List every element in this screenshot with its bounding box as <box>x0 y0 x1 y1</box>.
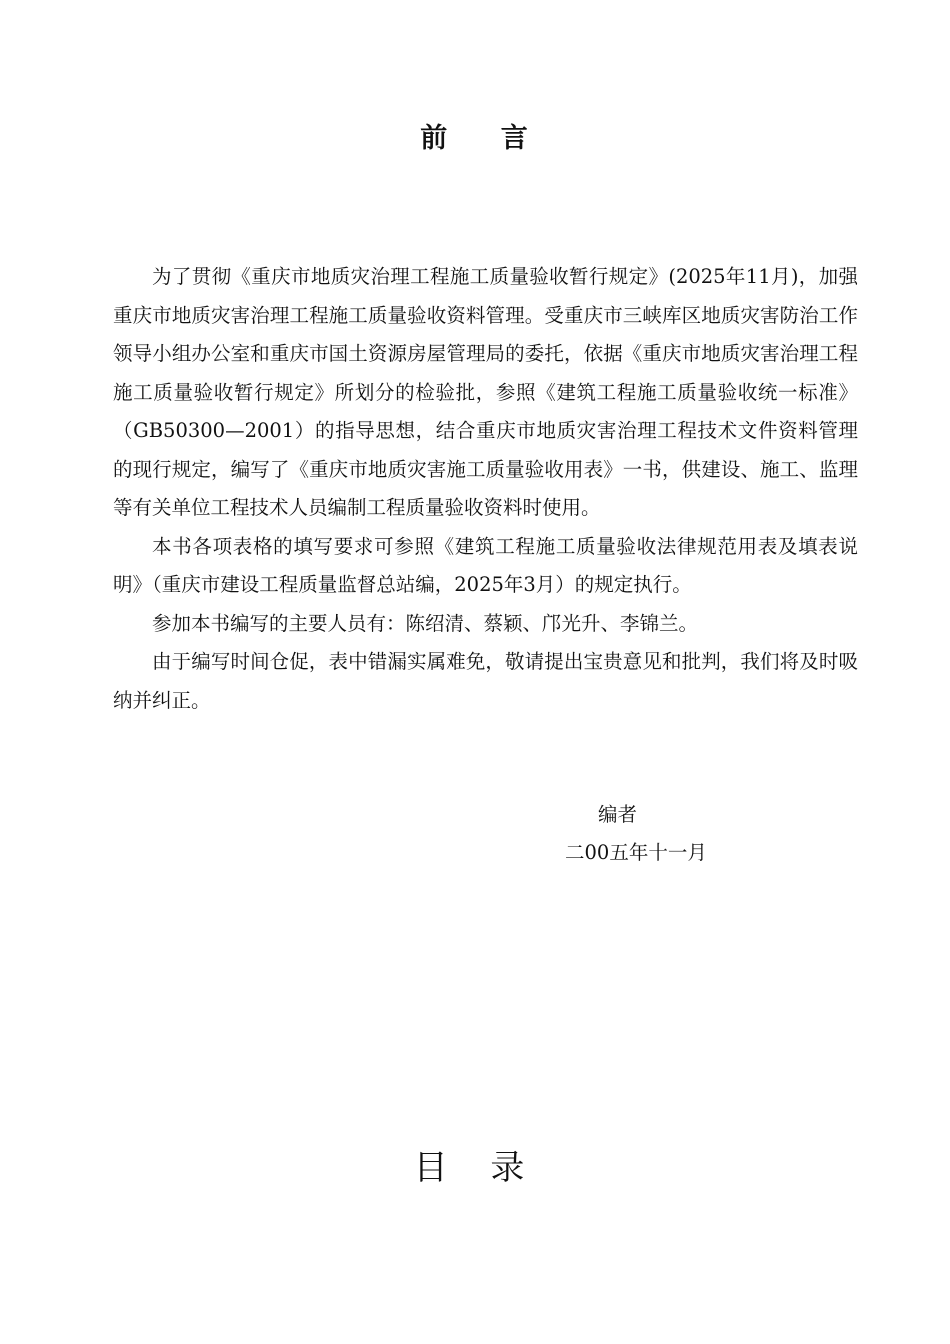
preface-title: 前 言 <box>420 123 550 154</box>
preface-paragraph-2: 本书各项表格的填写要求可参照《建筑工程施工质量验收法律规范用表及填表说明》（重庆市建设工程质量监督总站编，2025年3月）的规定执行。 <box>113 534 858 596</box>
preface-signature: 编者 <box>598 803 638 826</box>
preface-paragraph-3: 参加本书编写的主要人员有：陈绍清、蔡颖、邝光升、李锦兰。 <box>152 611 699 635</box>
preface-paragraph-4: 由于编写时间仓促，表中错漏实属难免，敬请提出宝贵意见和批判，我们将及时吸纳并纠正。 <box>113 650 858 712</box>
preface-date: 二00五年十一月 <box>565 841 707 864</box>
preface-paragraph-1: 为了贯彻《重庆市地质灾治理工程施工质量验收暂行规定》(2025年11月)，加强重庆市地质灾害治理工程施工质量验收资料管理。受重庆市三峡库区地质灾害防治工作领导小组办公室和重庆市国土资源房屋管理局的委托，依据《重庆市地质灾害治理工程施工质量验收暂行规定》所划分的检验批，参照《建筑工程施工质量验收统一标准》（GB50300—2001）的指导思想，结合重庆市地质灾害治理工程技术文件资料管理的现行规定，编写了《重庆市地质灾害施工质量验收用表》一书，供建设、施工、监理等有关单位工程技术人员编制工程质量验收资料时使用。 <box>113 265 858 519</box>
toc-title: 目 录 <box>413 1148 541 1188</box>
preface-body <box>113 258 858 720</box>
